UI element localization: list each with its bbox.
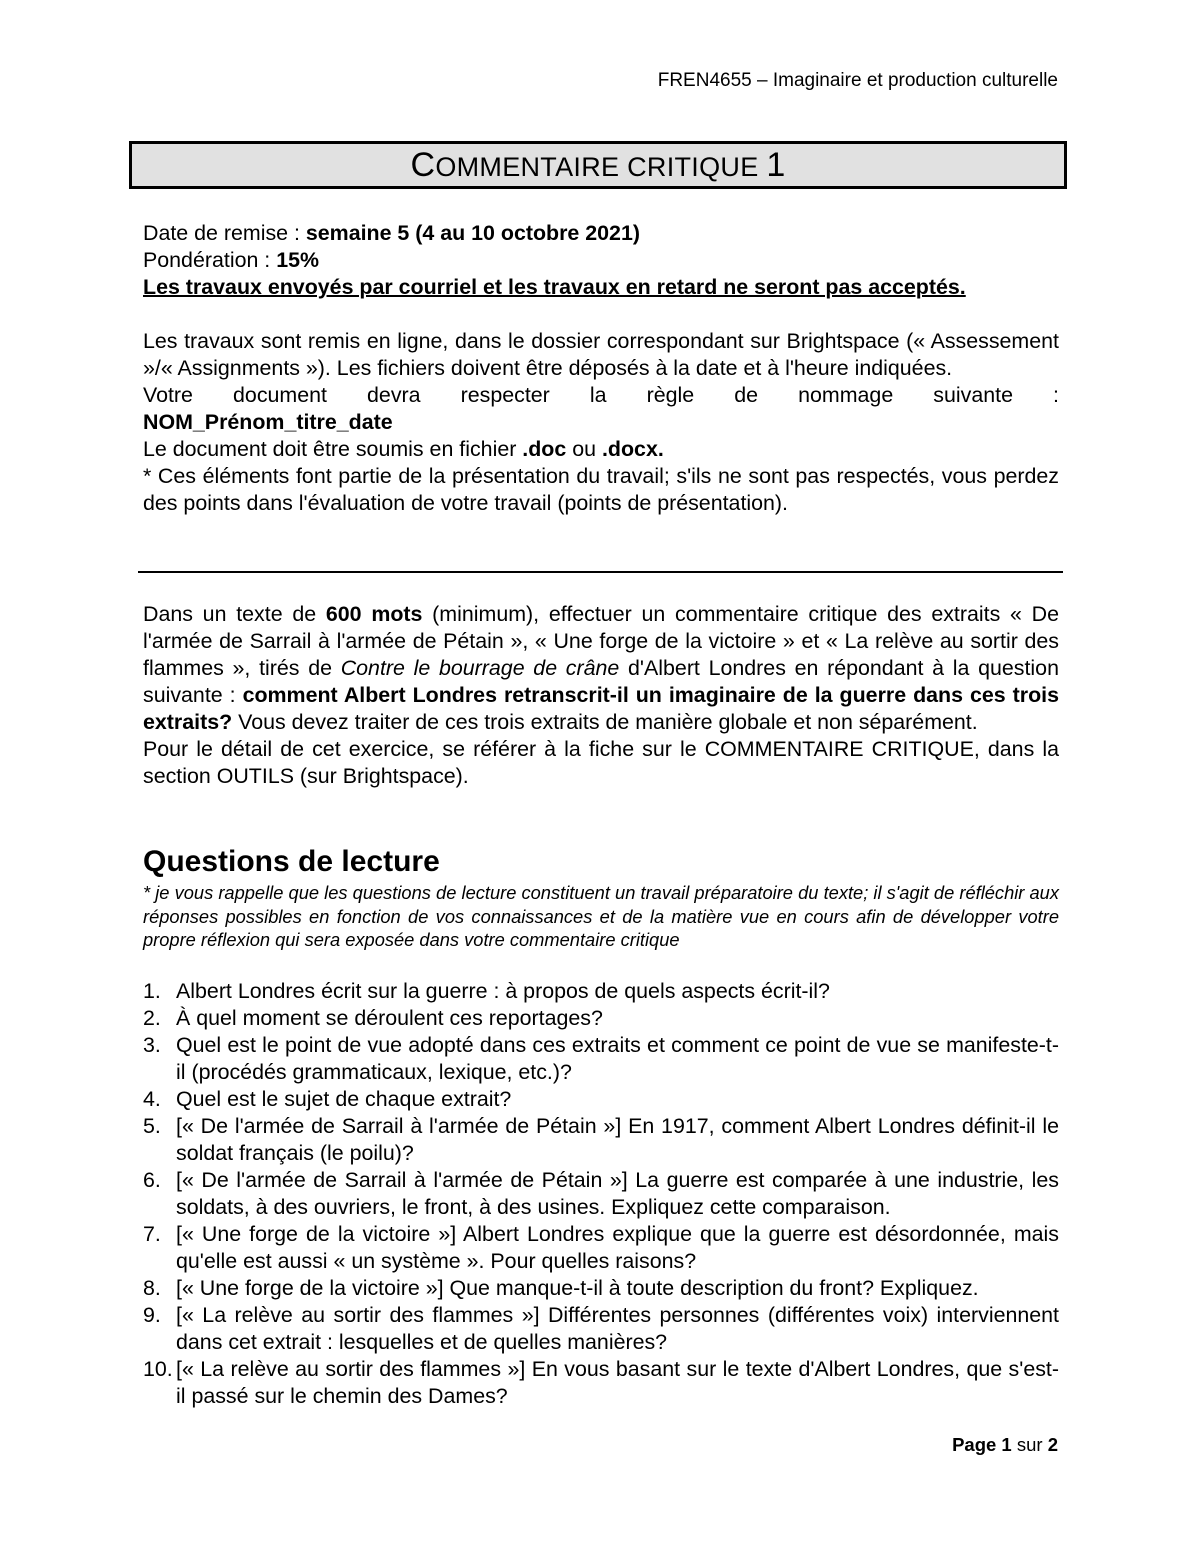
question-text: Quel est le point de vue adopté dans ces extraits et comment ce point de vue se manifeste-t-il (procédés grammaticaux, lexique, etc.)? — [176, 1033, 1059, 1084]
assignment-description — [143, 601, 1059, 790]
question-item — [143, 1113, 1059, 1167]
question-text: [« La relève au sortir des flammes »] Différentes personnes (différentes voix) interviennent dans cet extrait : lesquelles et de quelles manières? — [176, 1303, 1059, 1354]
course-header: FREN4655 – Imaginaire et production culturelle — [657, 70, 1058, 91]
question-item — [143, 1167, 1059, 1221]
questions-heading: Questions de lecture — [143, 845, 440, 878]
question-number: 8. — [143, 1276, 161, 1300]
section-divider — [138, 571, 1063, 573]
questions-list — [143, 978, 1059, 1410]
question-number: 1. — [143, 979, 161, 1003]
question-number: 9. — [143, 1303, 161, 1327]
questions-note: * je vous rappelle que les questions de lecture constituent un travail préparatoire du texte; il s'agit de réfléchir aux réponses possibles en fonction de vos connaissances et de la matière vue en cours afin de développer votre propre réflexion qui sera exposée dans votre commentaire critique — [143, 882, 1059, 950]
question-item — [143, 1032, 1059, 1086]
question-number: 6. — [143, 1168, 161, 1192]
question-item — [143, 1005, 1059, 1032]
question-text: [« Une forge de la victoire »] Que manque-t-il à toute description du front? Expliquez. — [176, 1276, 979, 1300]
reference-paragraph: Pour le détail de cet exercice, se référer à la fiche sur le COMMENTAIRE CRITIQUE, dans la section OUTILS (sur Brightspace). — [143, 737, 1059, 788]
late-warning: Les travaux envoyés par courriel et les travaux en retard ne seront pas acceptés. — [143, 275, 966, 299]
question-text: [« Une forge de la victoire »] Albert Londres explique que la guerre est désordonnée, mais qu'elle est aussi « un système ». Pour quelles raisons? — [176, 1222, 1059, 1273]
document-title: COMMENTAIRE CRITIQUE 1 — [410, 145, 786, 184]
question-text: [« De l'armée de Sarrail à l'armée de Pétain »] En 1917, comment Albert Londres définit-il le soldat français (le poilu)? — [176, 1114, 1059, 1165]
question-item — [143, 1221, 1059, 1275]
question-number: 3. — [143, 1033, 161, 1057]
document-title-box — [129, 141, 1067, 189]
question-text: Quel est le sujet de chaque extrait? — [176, 1087, 512, 1111]
question-number: 5. — [143, 1114, 161, 1138]
question-item — [143, 1275, 1059, 1302]
question-number: 4. — [143, 1087, 161, 1111]
question-text: Albert Londres écrit sur la guerre : à propos de quels aspects écrit-il? — [176, 979, 830, 1003]
question-item — [143, 1356, 1059, 1410]
naming-instructions: Votre document devra respecter la règle de nommage suivante : — [143, 383, 1059, 407]
question-number: 7. — [143, 1222, 161, 1246]
question-item — [143, 1086, 1059, 1113]
due-date-line: Date de remise : semaine 5 (4 au 10 octobre 2021) — [143, 221, 640, 245]
question-number: 2. — [143, 1006, 161, 1030]
format-line: Le document doit être soumis en fichier .doc ou .docx. — [143, 437, 664, 461]
assignment-paragraph: Dans un texte de 600 mots (minimum), effectuer un commentaire critique des extraits « De l'armée de Sarrail à l'armée de Pétain », « Une forge de la victoire » et « La relève au sortir des flammes », tirés de Contre le bourrage de crâne d'Albert Londres en répondant à la question suivante : comment Albert Londres retranscrit-il un imaginaire de la guerre dans ces trois extraits? Vous devez traiter de ces trois extraits de manière globale et non séparément. — [143, 602, 1059, 734]
submission-info — [143, 220, 1059, 517]
question-number: 10. — [143, 1357, 173, 1381]
page-footer: Page 1 sur 2 — [952, 1434, 1058, 1455]
presentation-note: * Ces éléments font partie de la présentation du travail; s'ils ne sont pas respectés, vous perdez des points dans l'évaluation de votre travail (points de présentation). — [143, 464, 1059, 515]
naming-rule: NOM_Prénom_titre_date — [143, 410, 393, 434]
question-text: À quel moment se déroulent ces reportages? — [176, 1006, 603, 1030]
question-text: [« De l'armée de Sarrail à l'armée de Pétain »] La guerre est comparée à une industrie, les soldats, à des ouvriers, le front, à des usines. Expliquez cette comparaison. — [176, 1168, 1059, 1219]
question-item — [143, 978, 1059, 1005]
question-item — [143, 1302, 1059, 1356]
question-text: [« La relève au sortir des flammes »] En vous basant sur le texte d'Albert Londres, que s'est-il passé sur le chemin des Dames? — [176, 1357, 1059, 1408]
weight-line: Pondération : 15% — [143, 248, 320, 272]
submission-instructions: Les travaux sont remis en ligne, dans le dossier correspondant sur Brightspace (« Assessement »/« Assignments »). Les fichiers doivent être déposés à la date et à l'heure indiquées. — [143, 329, 1059, 380]
